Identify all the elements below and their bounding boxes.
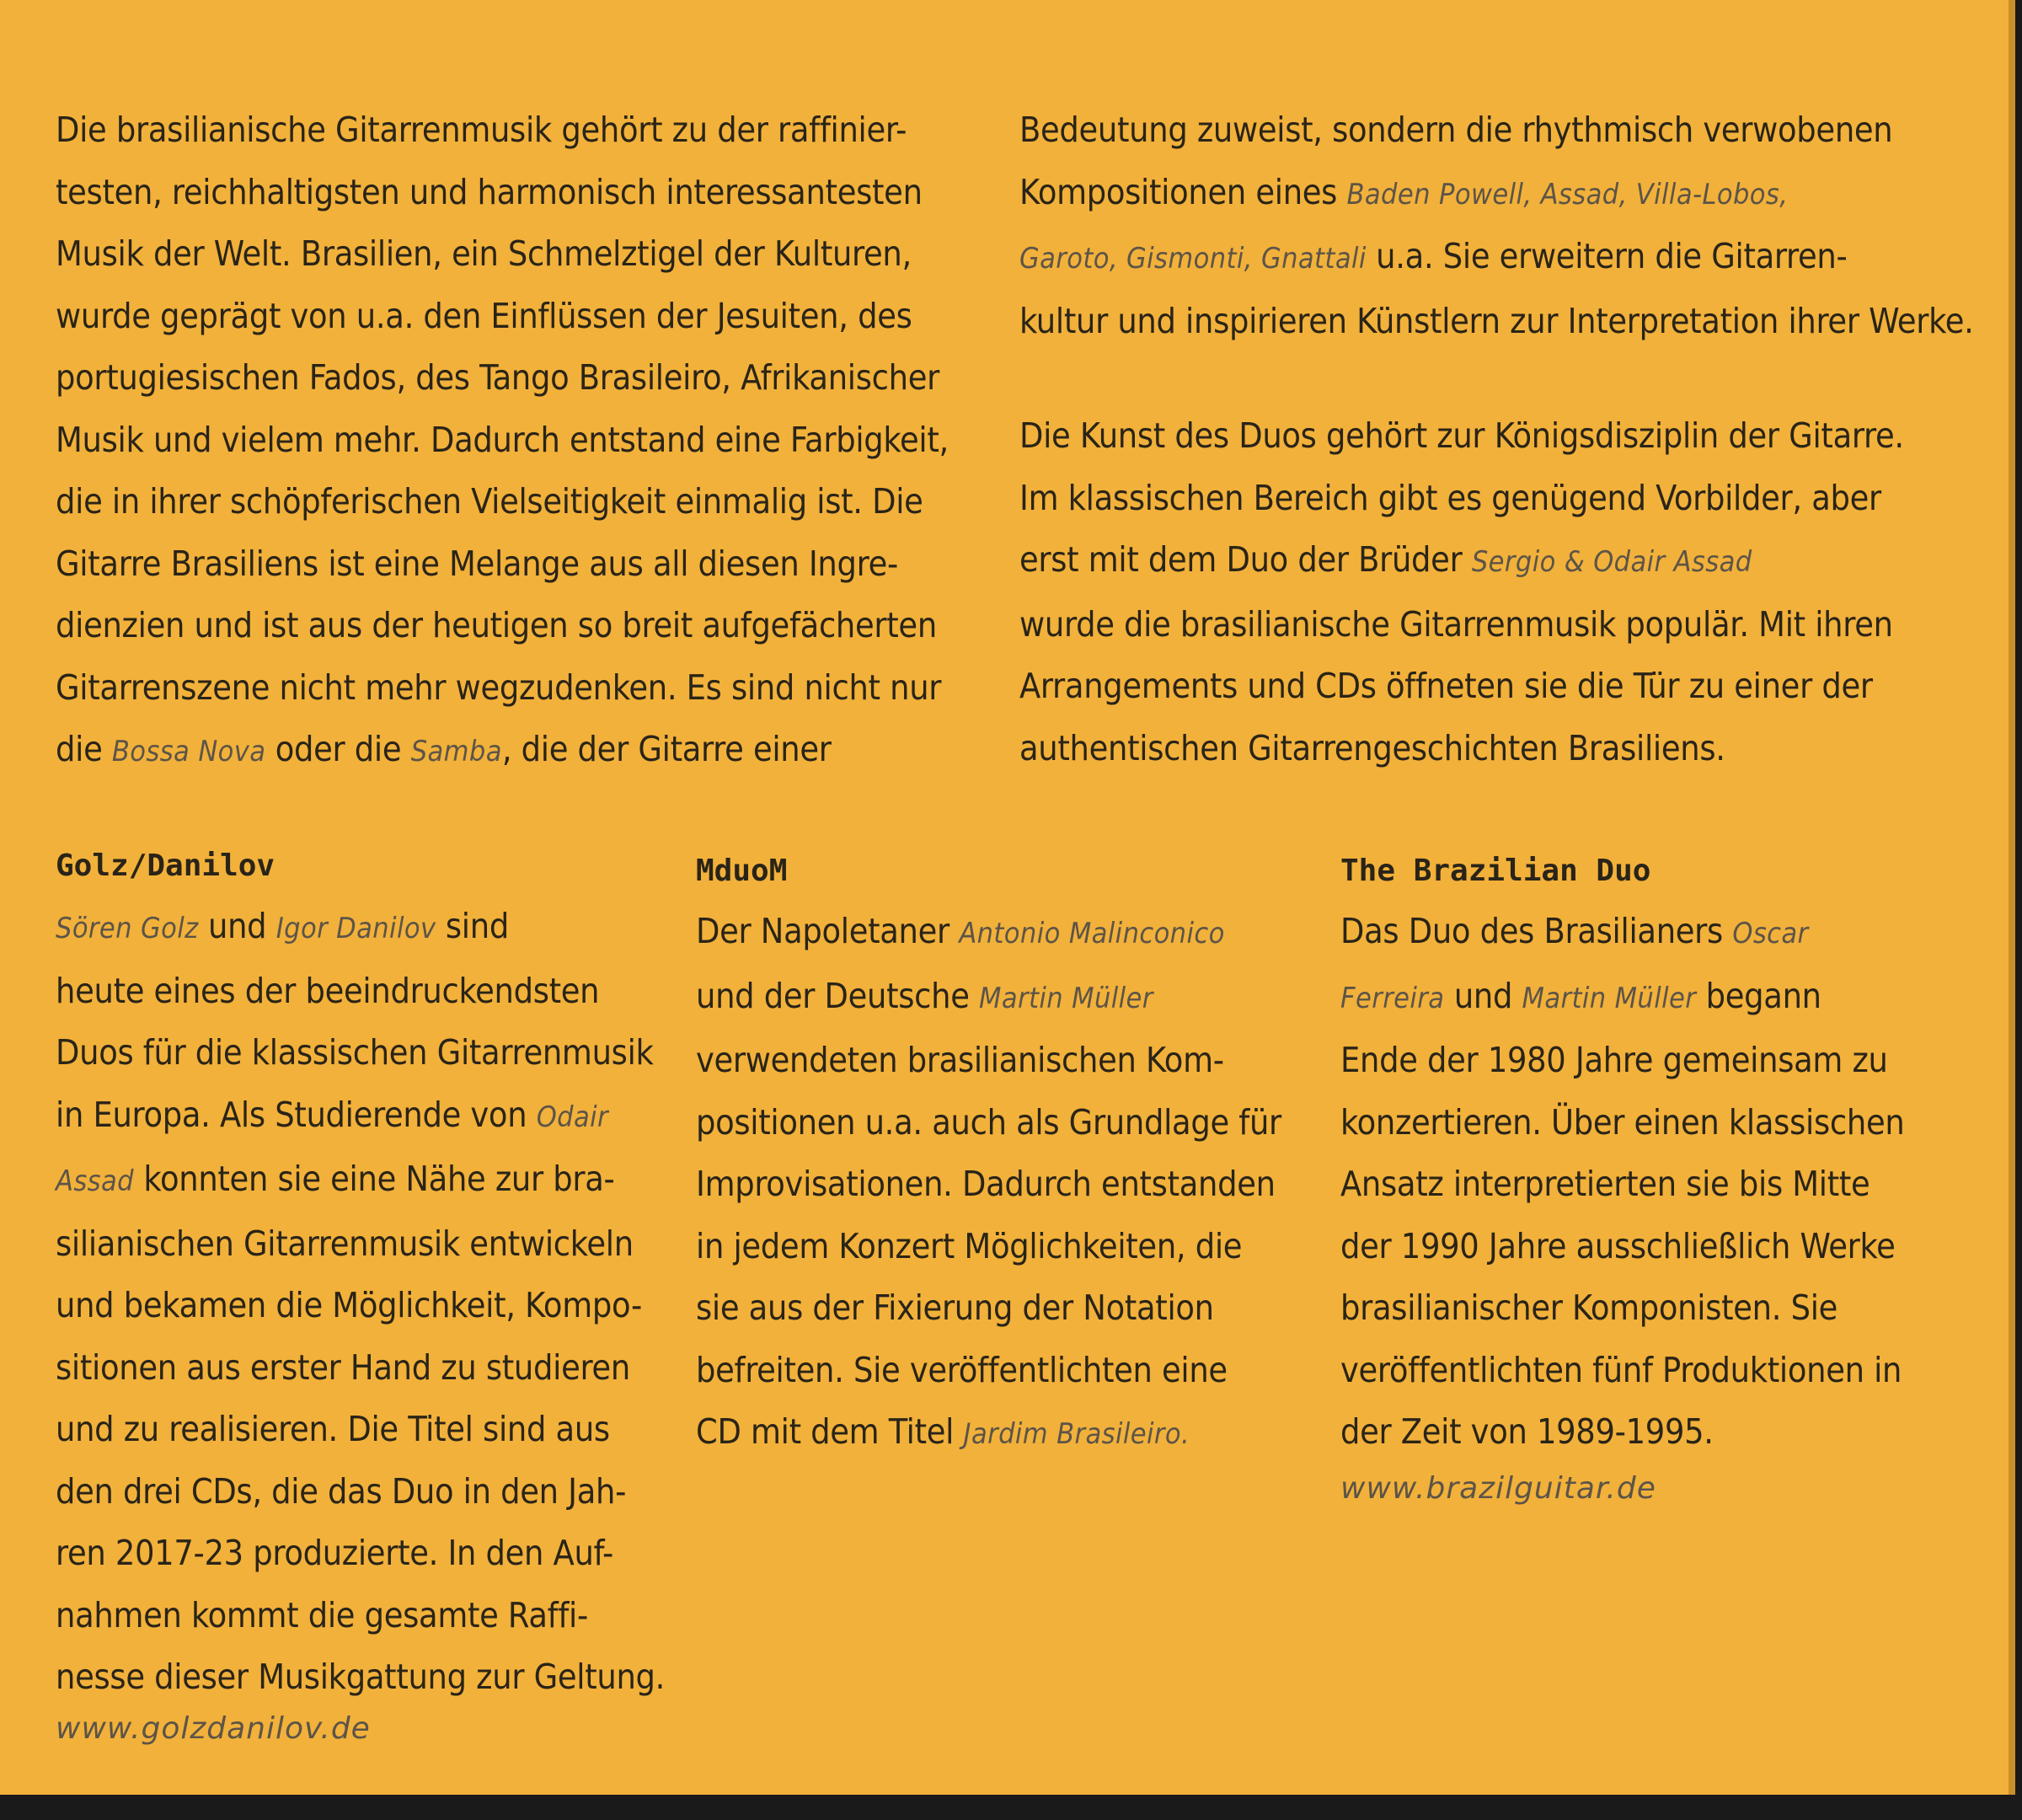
text-line xyxy=(1340,966,1904,1030)
artist-name: Sören Golz xyxy=(56,912,199,945)
golz-danilov-heading: Golz/Danilov xyxy=(56,848,275,883)
text-line: Die Kunst des Duos gehört zur Königsdisziplin der Gitarre. xyxy=(1019,415,1904,456)
text-line: Gitarre Brasiliens ist eine Melange aus all diesen Ingre- xyxy=(56,543,898,584)
text-line xyxy=(696,1401,1281,1466)
brazilian-duo-heading: The Brazilian Duo xyxy=(1340,854,1651,888)
text-line xyxy=(56,719,949,784)
text-line: veröffentlichten fünf Produktionen in xyxy=(1340,1349,1902,1390)
text-run: und der Deutsche xyxy=(696,975,980,1016)
page-edge xyxy=(2009,0,2015,1795)
text-line xyxy=(56,1084,665,1149)
music-style-name: Bossa Nova xyxy=(111,735,266,768)
text-line xyxy=(696,966,1281,1030)
text-line: portugiesischen Fados, des Tango Brasileiro, Afrikanischer xyxy=(56,357,939,398)
artist-name: Ferreira xyxy=(1340,981,1445,1015)
text-line: und zu realisieren. Die Titel sind aus xyxy=(56,1409,610,1449)
text-line: in jedem Konzert Möglichkeiten, die xyxy=(696,1225,1243,1266)
golz-danilov-paragraph xyxy=(56,896,665,1709)
artist-name: Sergio & Odair Assad xyxy=(1471,545,1752,579)
album-title: Jardim Brasileiro. xyxy=(963,1417,1190,1451)
duo-art-paragraph xyxy=(1019,405,1904,779)
brazilian-duo-website[interactable]: www.brazilguitar.de xyxy=(1340,1471,1656,1506)
text-line xyxy=(56,1148,665,1213)
text-line: dienzien und ist aus der heutigen so breit aufgefächerten xyxy=(56,605,937,645)
mduom-paragraph xyxy=(696,901,1281,1466)
text-line: befreiten. Sie veröffentlichten eine xyxy=(696,1349,1228,1390)
text-line: nesse dieser Musikgattung zur Geltung. xyxy=(56,1657,666,1697)
text-line: brasilianischer Komponisten. Sie xyxy=(1340,1287,1838,1328)
text-line: sitionen aus erster Hand zu studieren xyxy=(56,1346,630,1388)
text-run: und xyxy=(1444,975,1522,1016)
text-line: testen, reichhaltigsten und harmonisch interessantesten xyxy=(56,171,923,212)
text-run: begann xyxy=(1696,975,1821,1016)
text-run: erst mit dem Duo der Brüder xyxy=(1019,539,1472,580)
text-line xyxy=(696,901,1281,966)
artist-name: Martin Müller xyxy=(1522,981,1697,1015)
text-line: kultur und inspirieren Künstlern zur Interpretation ihrer Werke. xyxy=(1019,300,1974,341)
artist-name: Odair xyxy=(536,1100,608,1134)
text-line: silianischen Gitarrenmusik entwickeln xyxy=(56,1223,634,1264)
text-run: CD mit dem Titel xyxy=(696,1411,964,1452)
text-line: nahmen kommt die gesamte Raffi- xyxy=(56,1594,588,1635)
text-run: konnten sie eine Nähe zur bra- xyxy=(133,1159,615,1199)
artist-name: Igor Danilov xyxy=(275,912,436,945)
text-line: den drei CDs, die das Duo in den Jah- xyxy=(56,1470,627,1512)
text-line: Bedeutung zuweist, sondern die rhythmisch verwobenen xyxy=(1019,110,1893,150)
text-line: heute eines der beeindruckendsten xyxy=(56,970,600,1011)
text-line: und bekamen die Möglichkeit, Kompo- xyxy=(56,1285,642,1325)
text-line: Ende der 1980 Jahre gemeinsam zu xyxy=(1340,1040,1888,1080)
text-line: Gitarrenszene nicht mehr wegzudenken. Es sind nicht nur xyxy=(56,666,942,708)
text-line: der Zeit von 1989-1995. xyxy=(1340,1411,1714,1452)
artist-name: Martin Müller xyxy=(979,981,1153,1015)
artist-name: Oscar xyxy=(1732,917,1809,950)
text-line: Arrangements und CDs öffneten sie die Tür zu einer der xyxy=(1019,666,1873,706)
text-line: sie aus der Fixierung der Notation xyxy=(696,1287,1214,1328)
composer-names: Garoto, Gismonti, Gnattali xyxy=(1019,242,1367,276)
text-line: authentischen Gitarrengeschichten Brasiliens. xyxy=(1019,727,1725,768)
text-line: Improvisationen. Dadurch entstanden xyxy=(696,1164,1276,1204)
text-line: Ansatz interpretierten sie bis Mitte xyxy=(1340,1164,1870,1204)
text-run: u.a. Sie erweitern die Gitarren- xyxy=(1366,236,1848,276)
composer-names: Baden Powell, Assad, Villa-Lobos, xyxy=(1346,177,1789,211)
text-line: Musik und vielem mehr. Dadurch entstand eine Farbigkeit, xyxy=(56,419,949,460)
artist-name: Assad xyxy=(56,1164,134,1198)
text-run: oder die xyxy=(265,729,411,769)
text-run: , die der Gitarre einer xyxy=(501,729,832,769)
text-run: in Europa. Als Studierende von xyxy=(56,1094,537,1135)
text-run: und xyxy=(198,906,276,946)
intro-right-paragraph xyxy=(1019,99,1974,352)
text-line: Duos für die klassischen Gitarrenmusik xyxy=(56,1032,654,1073)
intro-left-paragraph xyxy=(56,99,949,784)
artist-name: Antonio Malinconico xyxy=(959,917,1225,950)
text-line: positionen u.a. auch als Grundlage für xyxy=(696,1101,1281,1143)
text-line xyxy=(56,896,665,961)
text-line: ren 2017-23 produzierte. In den Auf- xyxy=(56,1533,613,1573)
brazilian-duo-paragraph xyxy=(1340,901,1904,1464)
text-line xyxy=(1019,226,1974,291)
music-style-name: Samba xyxy=(410,735,502,768)
text-line: wurde geprägt von u.a. den Einflüssen der Jesuiten, des xyxy=(56,295,912,336)
text-line: Musik der Welt. Brasilien, ein Schmelztigel der Kulturen, xyxy=(56,233,912,274)
text-run: Das Duo des Brasilianers xyxy=(1340,911,1733,951)
text-line xyxy=(1019,529,1904,594)
text-line: Die brasilianische Gitarrenmusik gehört zu der raffinier- xyxy=(56,110,907,150)
text-run: Der Napoletaner xyxy=(696,911,960,951)
text-line: Im klassischen Bereich gibt es genügend Vorbilder, aber xyxy=(1019,477,1881,518)
golz-danilov-website[interactable]: www.golzdanilov.de xyxy=(56,1711,371,1746)
text-line xyxy=(1019,162,1974,227)
text-line: die in ihrer schöpferischen Vielseitigkeit einmalig ist. Die xyxy=(56,481,923,522)
text-run: sind xyxy=(436,906,509,946)
text-line: wurde die brasilianische Gitarrenmusik populär. Mit ihren xyxy=(1019,603,1893,645)
text-line: konzertieren. Über einen klassischen xyxy=(1340,1101,1905,1143)
text-run: die xyxy=(56,729,112,769)
text-line xyxy=(1340,901,1904,966)
text-line: verwendeten brasilianischen Kom- xyxy=(696,1040,1224,1080)
text-line: der 1990 Jahre ausschließlich Werke xyxy=(1340,1225,1896,1266)
text-run: Kompositionen eines xyxy=(1019,171,1347,212)
mduom-heading: MduoM xyxy=(696,854,788,888)
